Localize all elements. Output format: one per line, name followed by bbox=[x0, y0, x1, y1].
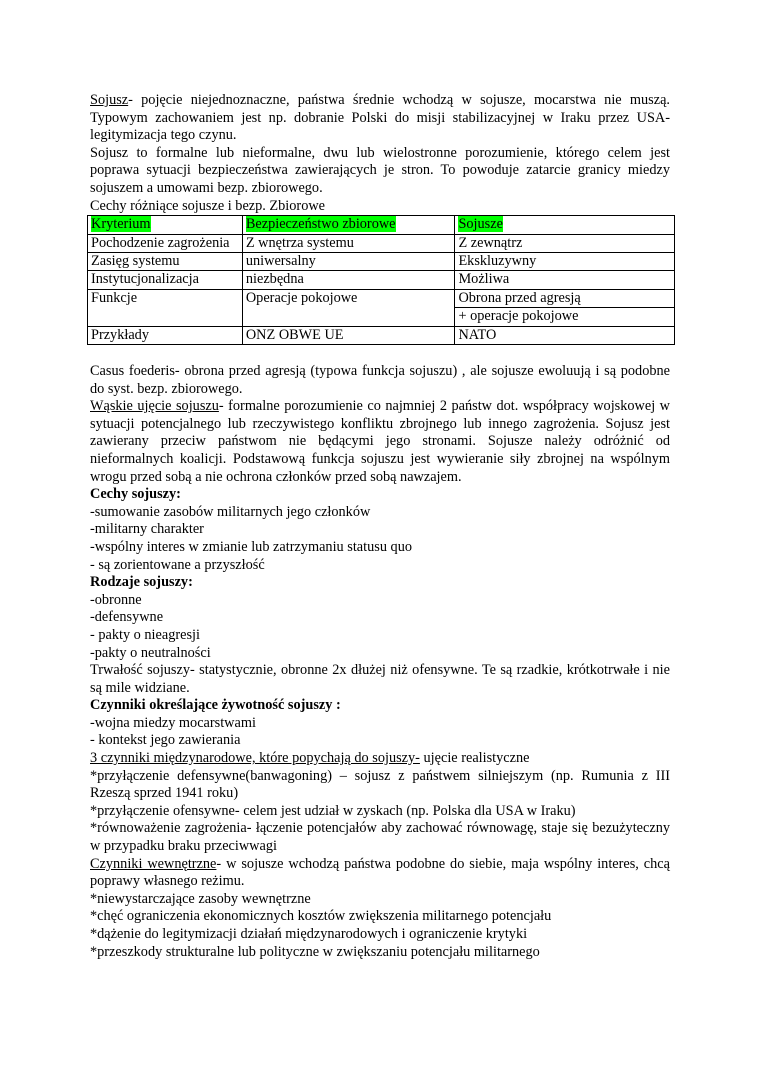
list-item: -defensywne bbox=[90, 609, 164, 626]
alliance-cell bbox=[455, 289, 675, 326]
casus-foederis-paragraph: Casus foederis- obrona przed agresją (typowa funkcja sojuszu) , ale sojusze ewoluują i są podobne do syst. bezp. zbiorowego. bbox=[90, 363, 670, 397]
list-item: *równoważenie zagrożenia- łączenie potencjałów aby zachować równowagę, staje się bezużyteczny w przypadku braku przeciwwagi bbox=[90, 820, 670, 855]
list-item: -obronne bbox=[90, 591, 142, 608]
table-caption: Cechy różniące sojusze i bezp. Zbiorowe bbox=[90, 197, 326, 214]
list-item: -militarny charakter bbox=[90, 521, 204, 538]
list-item: -wspólny interes w zmianie lub zatrzymaniu statusu quo bbox=[90, 538, 413, 555]
collective-cell: ONZ OBWE UE bbox=[242, 326, 455, 344]
narrow-definition-paragraph bbox=[90, 398, 670, 486]
alliance-definition-paragraph: Sojusz to formalne lub nieformalne, dwu lub wielostronne porozumienie, którego celem jest poprawa sytuacji bezpieczeństwa zawierających je stron. To powoduje zatarcie granicy miedzy sojuszem a umowami bezp. zbiorowego. bbox=[90, 144, 670, 196]
alliance-cell-line: Obrona przed agresją bbox=[458, 289, 581, 306]
list-item: *chęć ograniczenia ekonomicznych kosztów zwiększenia militarnego potencjału bbox=[90, 908, 552, 925]
alliance-cell: NATO bbox=[455, 326, 675, 344]
header-cell: Kryterium bbox=[88, 216, 243, 234]
alliance-cell: Możliwa bbox=[455, 271, 675, 289]
list-item: - kontekst jego zawierania bbox=[90, 732, 241, 749]
list-item: *dążenie do legitymizacji działań międzynarodowych i ograniczenie krytyki bbox=[90, 926, 528, 942]
table-row bbox=[88, 252, 675, 270]
table-row bbox=[88, 271, 675, 289]
table-header-row bbox=[88, 216, 675, 234]
alliance-cell-extra-line: + operacje pokojowe bbox=[455, 307, 674, 325]
list-item: - są zorientowane a przyszłość bbox=[90, 556, 265, 573]
term-narrow-alliance: Wąskie ujęcie sojuszu bbox=[90, 398, 219, 415]
document-page bbox=[90, 92, 670, 961]
alliance-cell: Ekskluzywny bbox=[455, 252, 675, 270]
collective-cell: uniwersalny bbox=[242, 252, 455, 270]
criterion-cell: Zasięg systemu bbox=[88, 252, 243, 270]
list-item: *niewystarczające zasoby wewnętrzne bbox=[90, 890, 311, 907]
criterion-cell: Przykłady bbox=[88, 326, 243, 344]
international-factors-heading: 3 czynniki międzynarodowe, które popychają do sojuszy- ujęcie realistyczne bbox=[90, 750, 530, 767]
collective-cell: Z wnętrza systemu bbox=[242, 234, 455, 252]
table-row bbox=[88, 326, 675, 344]
header-cell: Bezpieczeństwo zbiorowe bbox=[242, 216, 455, 234]
table-row bbox=[88, 234, 675, 252]
table-row bbox=[88, 289, 675, 326]
term-sojusz: Sojusz bbox=[90, 92, 129, 108]
intro-paragraph bbox=[90, 92, 670, 145]
comparison-table bbox=[87, 215, 675, 345]
list-item: - pakty o nieagresji bbox=[90, 626, 200, 643]
criterion-cell: Pochodzenie zagrożenia bbox=[88, 234, 243, 252]
collective-cell: niezbędna bbox=[242, 271, 455, 289]
header-cell: Sojusze bbox=[455, 216, 675, 234]
lifespan-heading: Czynniki określające żywotność sojuszy : bbox=[90, 697, 341, 714]
list-item: -pakty o neutralności bbox=[90, 644, 211, 661]
types-heading: Rodzaje sojuszy: bbox=[90, 574, 193, 591]
durability-paragraph: Trwałość sojuszy- statystycznie, obronne 2x dłużej niż ofensywne. Te są rzadkie, krótkotrwałe i nie są mile widziane. bbox=[90, 662, 670, 696]
criterion-cell: Funkcje bbox=[88, 289, 243, 326]
list-item: -sumowanie zasobów militarnych jego członków bbox=[90, 503, 371, 520]
features-heading: Cechy sojuszy: bbox=[90, 486, 181, 503]
collective-cell: Operacje pokojowe bbox=[242, 289, 455, 326]
alliance-cell: Z zewnątrz bbox=[455, 234, 675, 252]
intro-definition: - pojęcie niejednoznaczne, państwa średnie wchodzą w sojusze, mocarstwa nie muszą. Typowym zachowaniem jest np. dobranie Polski do misji stabilizacyjnej w Iraku przez USA- legitymizacja tego czynu. bbox=[90, 92, 670, 144]
criterion-cell: Instytucjonalizacja bbox=[88, 271, 243, 289]
internal-factors-paragraph: Czynniki wewnętrzne- w sojusze wchodzą państwa podobne do siebie, maja wspólny interes, chcą poprawy własnego reżimu. bbox=[90, 855, 670, 890]
list-item: *przeszkody strukturalne lub polityczne w zwiększaniu potencjału militarnego bbox=[90, 943, 540, 960]
list-item: *przyłączenie ofensywne- celem jest udział w zyskach (np. Polska dla USA w Iraku) bbox=[90, 802, 576, 819]
list-item: *przyłączenie defensywne(banwagoning) – sojusz z państwem silniejszym (np. Rumunia z III Rzeszą sprzed 1941 roku) bbox=[90, 767, 670, 802]
list-item: -wojna miedzy mocarstwami bbox=[90, 714, 256, 731]
narrow-definition-text: - formalne porozumienie co najmniej 2 państw dot. współpracy wojskowej w sytuacji potencjalnego lub rzeczywistego konfliktu zbrojnego lub innego zagrożenia. Sojusz jest zawierany przeciw państwom nie będącymi jego stronami. Sojusze należy odróżnić od nieformalnych koalicji. Podstawową funkcja sojuszu jest wywieranie siły zbrojnej na wspólnym wrogu przed sobą a nie ochrona członków przed sobą nawzajem. bbox=[90, 398, 671, 485]
